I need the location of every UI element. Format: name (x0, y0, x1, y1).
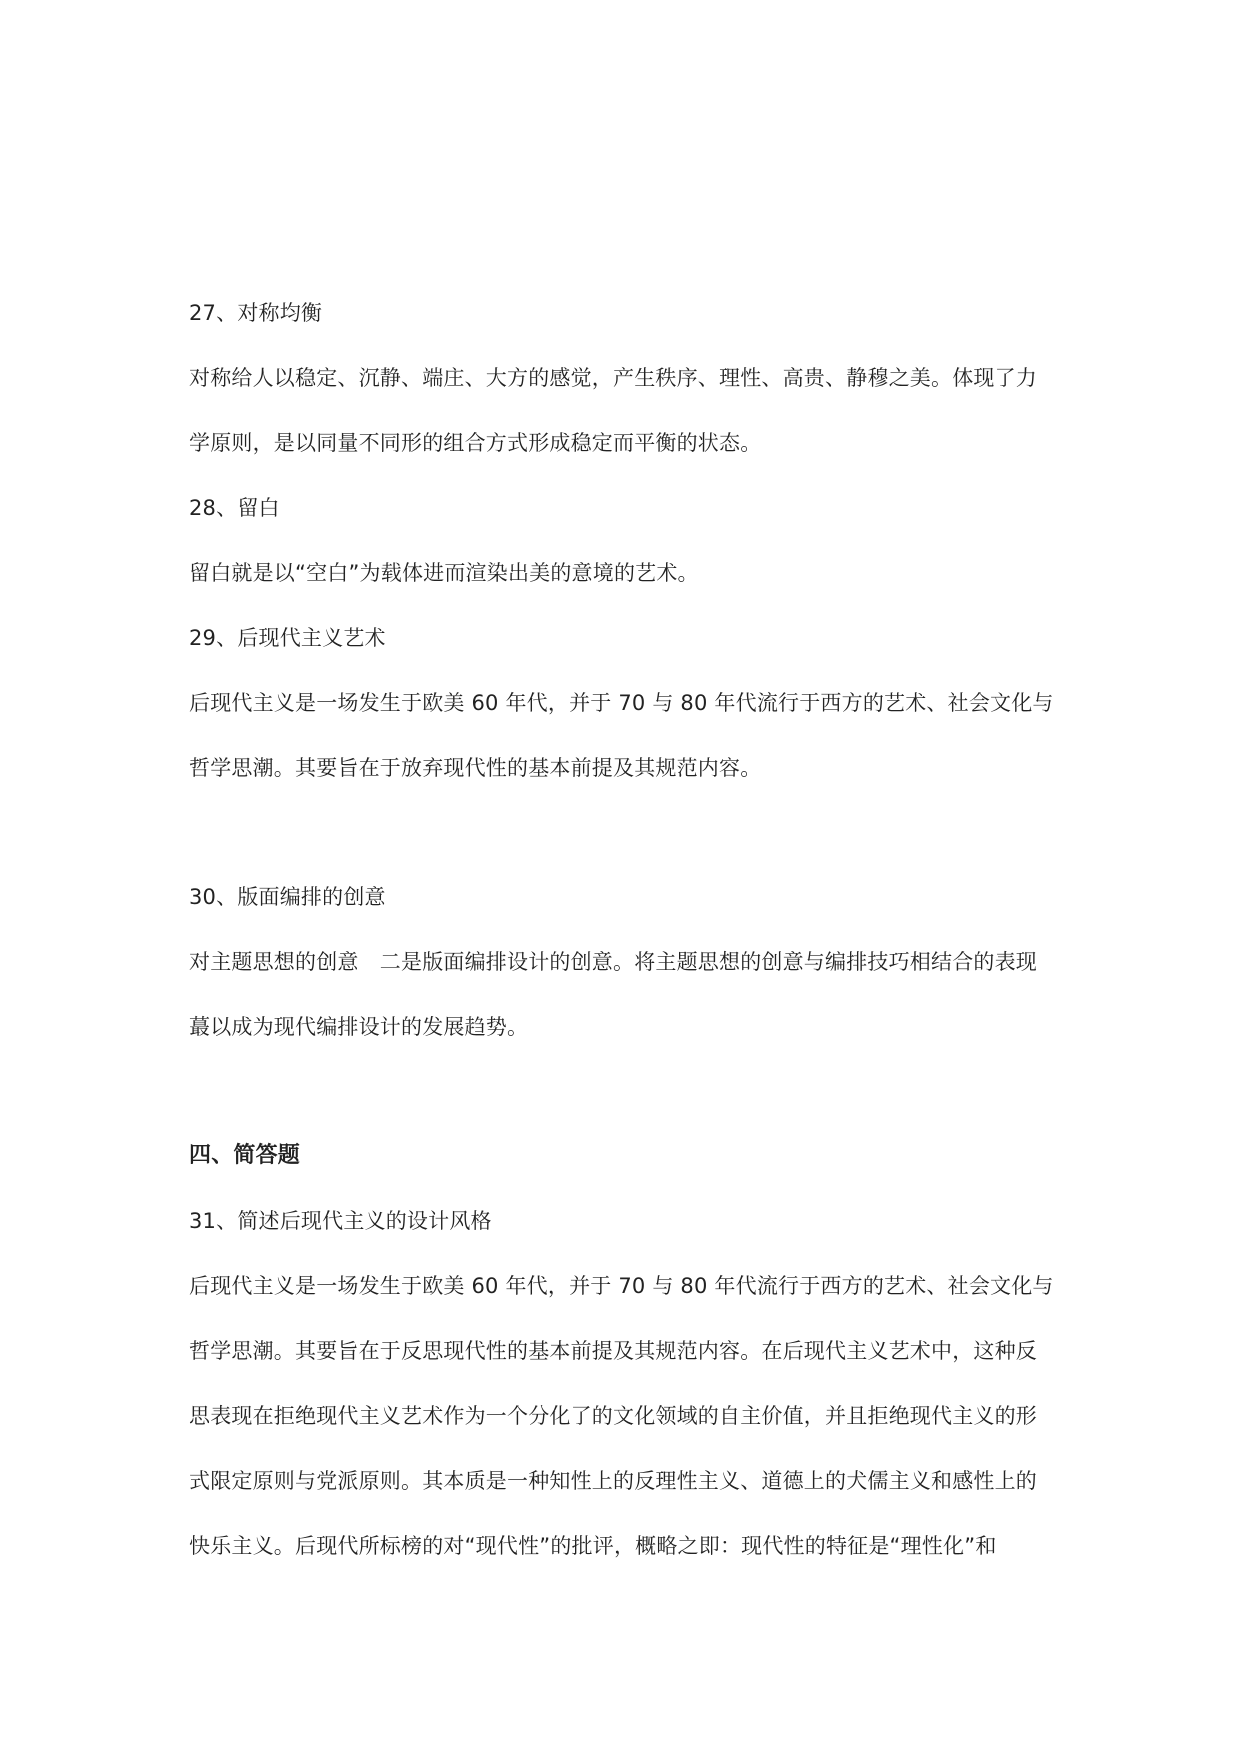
question-31-text-line-2: 哲学思潮。其要旨在于反思现代性的基本前提及其规范内容。在后现代主义艺术中，这种反 (189, 1339, 1037, 1363)
section-4-title: 四、简答题 (189, 1143, 301, 1168)
item-29-title: 29、后现代主义艺术 (189, 626, 386, 650)
item-28-text-line-1: 留白就是以“空白”为载体进而渲染出美的意境的艺术。 (189, 561, 699, 585)
item-29-text-line-1: 后现代主义是一场发生于欧美 60 年代，并于 70 与 80 年代流行于西方的艺术、社会文化与 (189, 691, 1054, 715)
item-27-title: 27、对称均衡 (189, 301, 323, 325)
item-30-text-line-2: 蕞以成为现代编排设计的发展趋势。 (189, 1015, 529, 1039)
question-31-title: 31、简述后现代主义的设计风格 (189, 1209, 492, 1233)
item-29-text-line-2: 哲学思潮。其要旨在于放弃现代性的基本前提及其规范内容。 (189, 756, 762, 780)
item-27-text-line-1: 对称给人以稳定、沉静、端庄、大方的感觉，产生秩序、理性、高贵、静穆之美。体现了力 (189, 366, 1037, 390)
question-31-text-line-5: 快乐主义。后现代所标榜的对“现代性”的批评，概略之即：现代性的特征是“理性化”和 (189, 1534, 997, 1558)
question-31-text-line-3: 思表现在拒绝现代主义艺术作为一个分化了的文化领域的自主价值，并且拒绝现代主义的形 (189, 1404, 1037, 1428)
question-31-text-line-1: 后现代主义是一场发生于欧美 60 年代，并于 70 与 80 年代流行于西方的艺术、社会文化与 (189, 1274, 1054, 1298)
item-28-title: 28、留白 (189, 496, 280, 520)
question-31-text-line-4: 式限定原则与党派原则。其本质是一种知性上的反理性主义、道德上的犬儒主义和感性上的 (189, 1469, 1037, 1493)
item-30-text-line-1: 对主题思想的创意 二是版面编排设计的创意。将主题思想的创意与编排技巧相结合的表现 (189, 950, 1037, 974)
item-27-text-line-2: 学原则，是以同量不同形的组合方式形成稳定而平衡的状态。 (189, 431, 762, 455)
item-30-title: 30、版面编排的创意 (189, 885, 386, 909)
